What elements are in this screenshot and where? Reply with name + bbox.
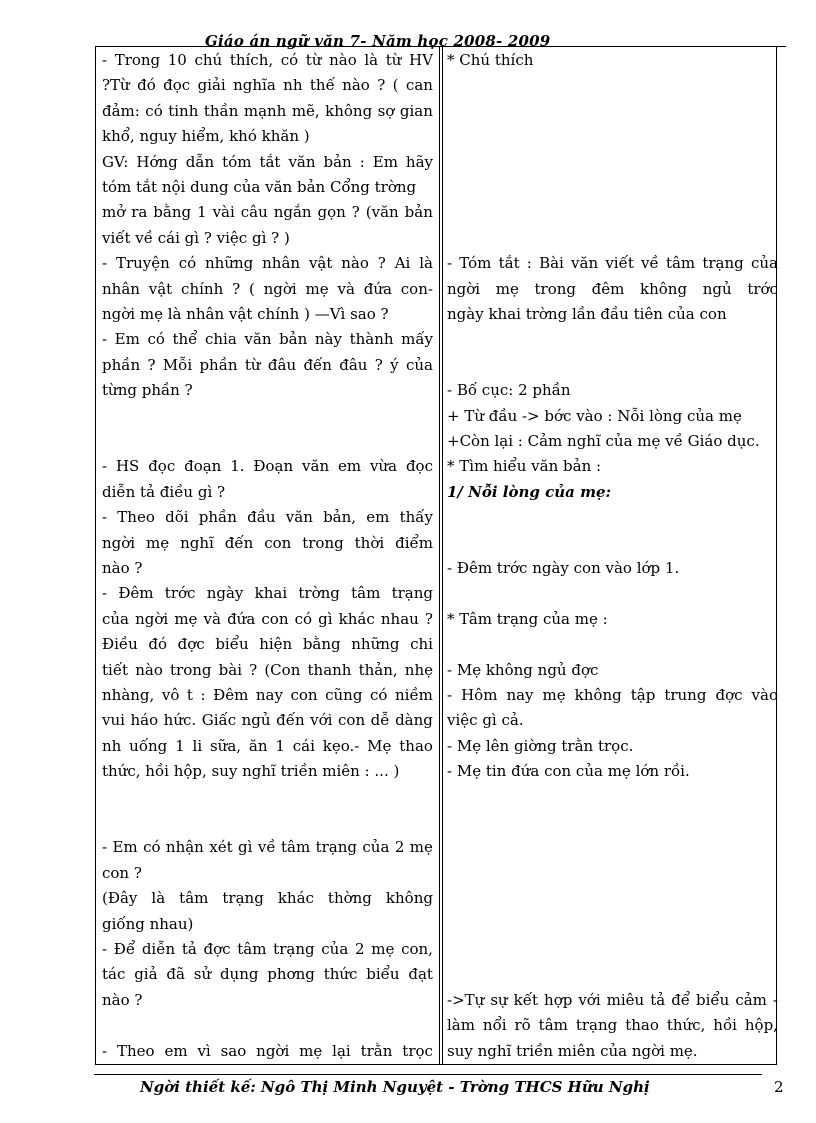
left-text-line: khổ, nguy hiểm, khó khăn ): [102, 127, 310, 146]
left-text-line: giống nhau): [102, 914, 194, 933]
left-text-line: nhân vật chính ? ( ngời mẹ và đứa con-: [102, 279, 433, 298]
teacher-student-column: [96, 47, 441, 1064]
right-text-line: + Từ đầu -> bớc vào : Nỗi lòng của mẹ: [447, 406, 742, 425]
right-text-line: - Hôm nay mẹ không tập trung đợc vào: [447, 686, 778, 704]
left-text-line: của ngời mẹ và đứa con có gì khác nhau ?: [102, 609, 433, 628]
left-text-line: từng phần ?: [102, 381, 193, 400]
right-text-line: suy nghĩ triền miên của ngời mẹ.: [447, 1041, 698, 1060]
footer-author: Ngời thiết kế: Ngô Thị Minh Nguyệt - Trờng THCS Hữu Nghị: [140, 1078, 650, 1096]
left-text-line: - Trong 10 chú thích, có từ nào là từ HV: [102, 51, 433, 69]
left-text-line: Điều đó đợc biểu hiện bằng những chi: [102, 635, 433, 654]
content-column: [444, 47, 776, 1064]
page-footer: [0, 1074, 816, 1104]
left-text-line: viết về cái gì ? việc gì ? ): [102, 228, 290, 247]
footer-rule: [94, 1074, 762, 1075]
left-text-line: ngời mẹ là nhân vật chính ) —Vì sao ?: [102, 305, 389, 323]
left-text-line: đảm: có tinh thần mạnh mẽ, không sợ gian: [102, 101, 433, 120]
left-text-line: - Truyện có những nhân vật nào ? Ai là: [102, 254, 433, 273]
left-text-line: vui háo hức. Giấc ngủ đến với con dễ dàng: [102, 711, 433, 730]
left-text-line: mở ra bằng 1 vài câu ngắn gọn ? (văn bản: [102, 203, 433, 222]
left-text-line: nào ?: [102, 559, 143, 577]
left-text-line: diễn tả điều gì ?: [102, 482, 226, 501]
left-text-line: ngời mẹ nghĩ đến con trong thời điểm: [102, 533, 433, 552]
right-text-line: * Tâm trạng của mẹ :: [447, 609, 608, 628]
right-text-line: ngời mẹ trong đêm không ngủ trớc: [447, 279, 778, 298]
left-text-line: tiết nào trong bài ? (Con thanh thản, nhẹ: [102, 660, 433, 679]
left-text-line: - Để diễn tả đợc tâm trạng của 2 mẹ con,: [102, 940, 433, 958]
right-text-line: - Mẹ không ngủ đợc: [447, 660, 599, 679]
left-text-line: - Em có nhận xét gì về tâm trạng của 2 mẹ: [102, 838, 433, 857]
right-text-line: +Còn lại : Cảm nghĩ của mẹ về Giáo dục.: [447, 432, 760, 450]
right-text-line: * Chú thích: [447, 51, 534, 69]
right-text-line: - Đêm trớc ngày con vào lớp 1.: [447, 559, 680, 577]
right-text-line: - Bố cục: 2 phần: [447, 381, 571, 400]
header-title: Giáo án ngữ văn 7- Năm học 2008- 2009: [205, 32, 551, 50]
lesson-table: [95, 46, 777, 1065]
left-text-line: tóm tắt nội dung của văn bản Cổng trờng: [102, 178, 417, 196]
left-text-line: ?Từ đó đọc giải nghĩa nh thế nào ? ( can: [102, 76, 433, 95]
right-text-line: - Mẹ tin đứa con của mẹ lớn rồi.: [447, 762, 690, 781]
left-text-line: nào ?: [102, 990, 143, 1009]
left-text-line: nhàng, vô t : Đêm nay con cũng có niềm: [102, 686, 433, 704]
left-text-line: nh uống 1 li sữa, ăn 1 cái kẹo.- Mẹ thao: [102, 736, 433, 755]
right-text-line: làm nổi rõ tâm trạng thao thức, hồi hộp,: [447, 1016, 778, 1035]
left-text-line: thức, hồi hộp, suy nghĩ triền miên : ... ): [102, 762, 400, 781]
column-divider: [442, 47, 443, 1064]
right-text-line: ->Tự sự kết hợp với miêu tả để biểu cảm -: [447, 990, 778, 1009]
left-text-line: con ?: [102, 863, 142, 882]
right-text-line: - Mẹ lên giờng trằn trọc.: [447, 736, 634, 755]
page-number: 2: [774, 1078, 784, 1096]
left-text-line: tác giả đã sử dụng phơng thức biểu đạt: [102, 965, 433, 984]
left-text-line: GV: Hớng dẫn tóm tắt văn bản : Em hãy: [102, 152, 433, 171]
left-text-line: (Đây là tâm trạng khác thờng không: [102, 889, 433, 908]
right-text-line: * Tìm hiểu văn bản :: [447, 457, 602, 476]
right-text-line: 1/ Nỗi lòng của mẹ:: [447, 482, 612, 501]
left-text-line: - HS đọc đoạn 1. Đoạn văn em vừa đọc: [102, 457, 433, 476]
column-divider: [439, 47, 440, 1064]
left-text-line: - Theo em vì sao ngời mẹ lại trằn trọc: [102, 1041, 433, 1060]
left-text-line: phần ? Mỗi phần từ đâu đến đâu ? ý của: [102, 355, 433, 374]
right-text-line: ngày khai trờng lần đầu tiên của con: [447, 305, 727, 323]
left-text-line: - Em có thể chia văn bản này thành mấy: [102, 330, 433, 349]
right-text-line: việc gì cả.: [447, 711, 524, 730]
left-text-line: - Đêm trớc ngày khai trờng tâm trạng: [102, 584, 433, 603]
left-text-line: - Theo dõi phần đầu văn bản, em thấy: [102, 508, 433, 527]
right-text-line: - Tóm tắt : Bài văn viết về tâm trạng của: [447, 254, 778, 273]
